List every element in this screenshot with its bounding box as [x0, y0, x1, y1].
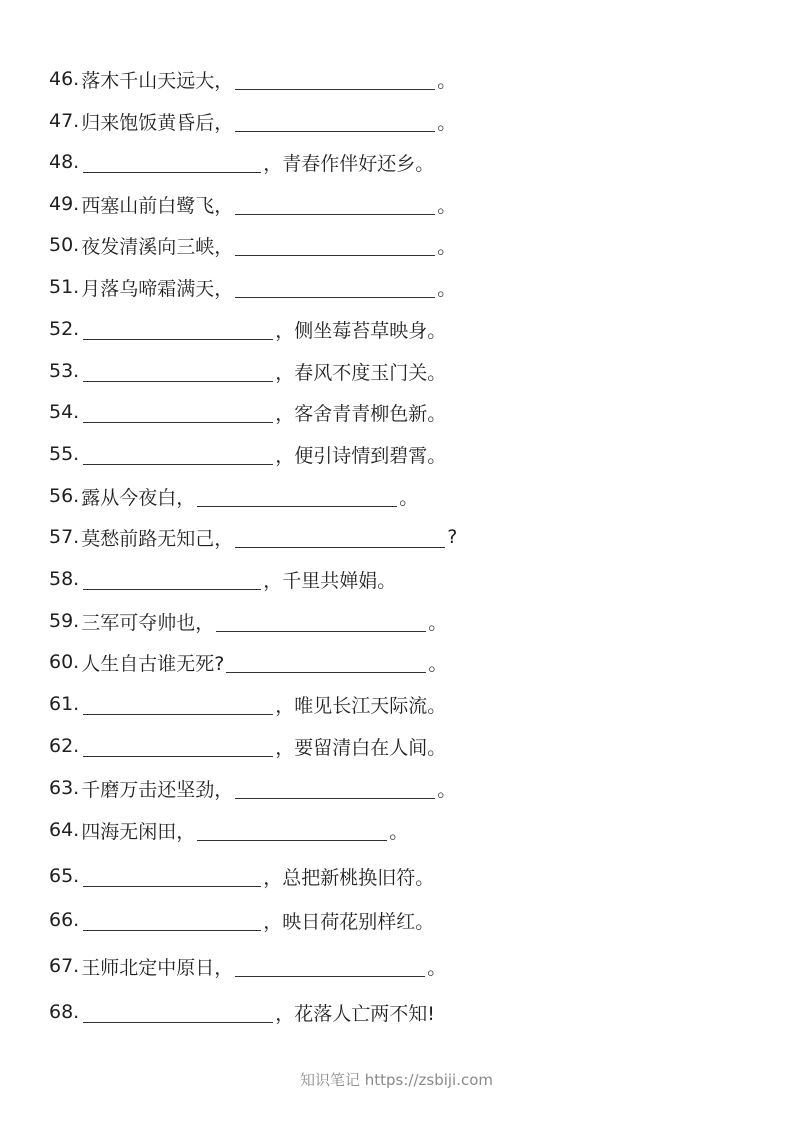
prompt-text-after: 。: [428, 652, 448, 675]
question-number: 55.: [49, 443, 80, 465]
question-line: [49, 147, 434, 177]
prompt-text: 露从今夜白，: [81, 486, 196, 509]
answer-blank[interactable]: [235, 111, 435, 132]
question-number: 65.: [49, 865, 80, 887]
prompt-text: 落木千山天远大，: [81, 69, 234, 92]
question-line: [49, 522, 457, 552]
answer-blank[interactable]: [83, 1002, 273, 1023]
prompt-text-after: ，千里共婵娟。: [263, 569, 397, 592]
prompt-text: 千磨万击还坚劲，: [81, 778, 234, 801]
question-number: 47.: [49, 110, 80, 132]
prompt-text: 莫愁前路无知己，: [81, 527, 234, 550]
question-number: 63.: [49, 777, 80, 799]
question-number: 53.: [49, 360, 80, 382]
question-line: [49, 997, 435, 1027]
prompt-text-after: 。: [437, 778, 457, 801]
question-number: 68.: [49, 1001, 80, 1023]
answer-blank[interactable]: [235, 235, 435, 256]
question-number: 54.: [49, 401, 80, 423]
answer-blank[interactable]: [235, 956, 425, 977]
answer-blank[interactable]: [226, 652, 426, 673]
footer-watermark: 知识笔记 https://zsbiji.com: [299, 1071, 494, 1089]
prompt-text-after: ，要留清白在人间。: [275, 736, 447, 759]
answer-blank[interactable]: [235, 277, 435, 298]
question-line: [49, 861, 434, 891]
answer-blank[interactable]: [83, 361, 273, 382]
prompt-text: 西塞山前白鹭飞，: [81, 194, 234, 217]
prompt-text-after: 。: [399, 486, 419, 509]
answer-blank[interactable]: [83, 402, 273, 423]
question-line: [49, 951, 446, 981]
question-number: 46.: [49, 68, 80, 90]
answer-blank[interactable]: [83, 866, 261, 887]
question-number: 61.: [49, 693, 80, 715]
question-line: [49, 815, 408, 845]
answer-blank[interactable]: [83, 910, 261, 931]
prompt-text: 夜发清溪向三峡，: [81, 235, 234, 258]
prompt-text-after: ，春风不度玉门关。: [275, 361, 447, 384]
answer-blank[interactable]: [83, 694, 273, 715]
question-line: [49, 189, 456, 219]
question-line: [49, 481, 418, 511]
answer-blank[interactable]: [83, 319, 273, 340]
question-number: 52.: [49, 318, 80, 340]
question-line: [49, 439, 446, 469]
question-line: [49, 272, 456, 302]
prompt-text-after: ，总把新桃换旧符。: [263, 866, 435, 889]
prompt-text: 三军可夺帅也，: [81, 611, 215, 634]
answer-blank[interactable]: [235, 194, 435, 215]
answer-blank[interactable]: [83, 569, 261, 590]
prompt-text-after: ，唯见长江天际流。: [275, 694, 447, 717]
question-number: 62.: [49, 735, 80, 757]
question-line: [49, 314, 446, 344]
question-number: 48.: [49, 151, 80, 173]
prompt-text-after: ，花落人亡两不知!: [275, 1002, 435, 1025]
question-number: 58.: [49, 568, 80, 590]
answer-blank[interactable]: [197, 486, 397, 507]
question-line: [49, 564, 396, 594]
prompt-text: 归来饱饭黄昏后，: [81, 111, 234, 134]
question-line: [49, 689, 446, 719]
answer-blank[interactable]: [83, 152, 261, 173]
prompt-text-after: ，青春作伴好还乡。: [263, 152, 435, 175]
prompt-text-after: 。: [389, 820, 409, 843]
prompt-text: 王师北定中原日，: [81, 956, 234, 979]
prompt-text-after: 。: [427, 956, 447, 979]
prompt-text: 月落乌啼霜满天，: [81, 277, 234, 300]
question-line: [49, 731, 446, 761]
prompt-text-after: ，侧坐莓苔草映身。: [275, 319, 447, 342]
prompt-text: 四海无闲田，: [81, 820, 196, 843]
question-number: 56.: [49, 485, 80, 507]
question-number: 59.: [49, 610, 80, 632]
answer-blank[interactable]: [235, 527, 445, 548]
answer-blank[interactable]: [235, 69, 435, 90]
question-line: [49, 106, 456, 136]
question-number: 67.: [49, 955, 80, 977]
question-line: [49, 647, 447, 677]
question-number: 51.: [49, 276, 80, 298]
question-line: [49, 230, 456, 260]
prompt-text-after: ，客舍青青柳色新。: [275, 402, 447, 425]
answer-blank[interactable]: [216, 611, 426, 632]
prompt-text-after: 。: [437, 194, 457, 217]
question-line: [49, 397, 446, 427]
question-line: [49, 356, 446, 386]
prompt-text-after: ，映日荷花别样红。: [263, 910, 435, 933]
question-line: [49, 606, 447, 636]
question-line: [49, 905, 434, 935]
answer-blank[interactable]: [83, 444, 273, 465]
question-number: 66.: [49, 909, 80, 931]
prompt-text: 人生自古谁无死?: [81, 652, 225, 675]
question-number: 50.: [49, 234, 80, 256]
prompt-text-after: 。: [437, 235, 457, 258]
question-number: 49.: [49, 193, 80, 215]
prompt-text-after: 。: [437, 277, 457, 300]
answer-blank[interactable]: [197, 820, 387, 841]
prompt-text-after: 。: [428, 611, 448, 634]
question-number: 60.: [49, 651, 80, 673]
prompt-text-after: ，便引诗情到碧霄。: [275, 444, 447, 467]
question-line: [49, 773, 456, 803]
prompt-text-after: 。: [437, 69, 457, 92]
answer-blank[interactable]: [83, 736, 273, 757]
prompt-text-after: ?: [447, 526, 458, 548]
question-number: 64.: [49, 819, 80, 841]
question-number: 57.: [49, 526, 80, 548]
answer-blank[interactable]: [235, 778, 435, 799]
question-line: [49, 64, 456, 94]
prompt-text-after: 。: [437, 111, 457, 134]
